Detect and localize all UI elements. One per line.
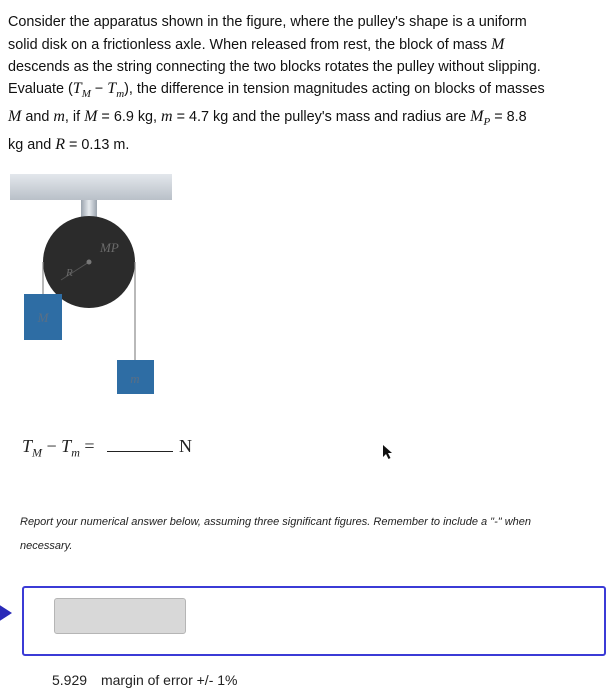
- problem-line-2: solid disk on a frictionless axle. When released from rest, the block of mass M: [8, 35, 505, 53]
- answer-input[interactable]: [54, 598, 186, 634]
- problem-line-3: descends as the string connecting the two blocks rotates the pulley without slipping.: [8, 58, 541, 75]
- block-M-label: M: [37, 310, 49, 325]
- feedback-line: [52, 672, 248, 688]
- ceiling: [10, 174, 172, 200]
- problem-line-6: kg and R = 0.13 m.: [8, 135, 130, 153]
- pulley-figure: [0, 170, 180, 400]
- block-m-label: m: [130, 371, 140, 386]
- question-marker-icon: [0, 604, 12, 622]
- radius-label: R: [66, 267, 73, 279]
- instructions-text: Report your numerical answer below, assuming three significant figures. Remember to include a "-" when necessary.: [20, 516, 531, 552]
- margin-of-error: margin of error +/- 1%: [100, 672, 238, 688]
- answer-blank: [107, 437, 173, 452]
- problem-line-5: M and m, if M = 6.9 kg, m = 4.7 kg and the pulley's mass and radius are $M_P = 8.8$: [8, 108, 527, 128]
- pulley-label: MP: [100, 240, 119, 255]
- answer-equation: $T_M - T_m = N$: [22, 436, 193, 460]
- correct-value: 5.929: [52, 672, 88, 688]
- pulley-axle: [87, 260, 92, 265]
- problem-statement: [8, 12, 604, 157]
- mouse-cursor-icon: [382, 444, 394, 460]
- problem-line-1: Consider the apparatus shown in the figure, where the pulley's shape is a uniform: [8, 14, 527, 30]
- problem-line-4: Evaluate $(T_M - T_m)$, the difference in tension magnitudes acting on blocks of masses: [8, 80, 545, 101]
- answer-unit: N: [179, 436, 193, 456]
- answer-panel: [22, 586, 606, 656]
